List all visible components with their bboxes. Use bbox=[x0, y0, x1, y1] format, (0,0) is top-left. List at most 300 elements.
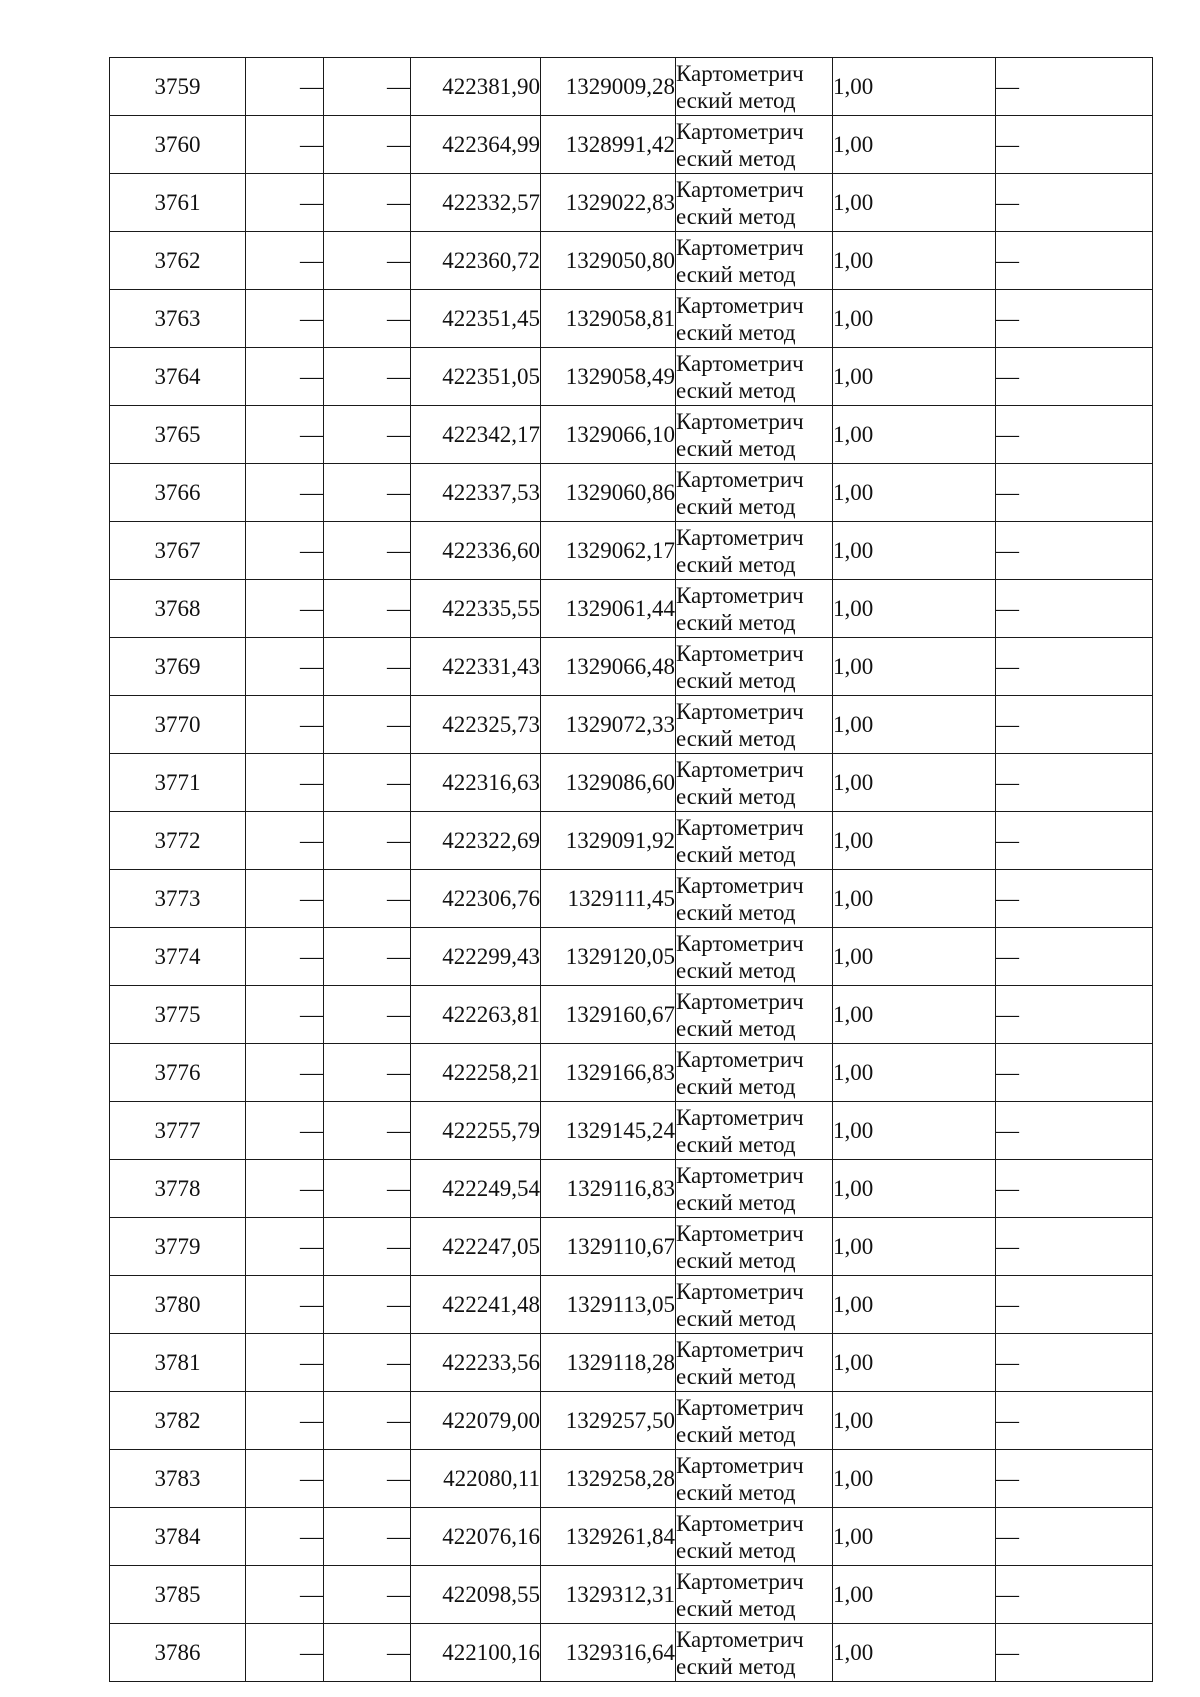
method-line-2: еский метод bbox=[676, 783, 796, 809]
method-line-2: еский метод bbox=[676, 725, 796, 751]
accuracy-cell: 1,00 bbox=[833, 696, 996, 754]
description-cell: — bbox=[996, 580, 1153, 638]
method-line-2: еский метод bbox=[676, 1363, 796, 1389]
x-coordinate-cell: 422100,16 bbox=[411, 1624, 541, 1682]
method-cell bbox=[676, 928, 833, 986]
method-line-2: еский метод bbox=[676, 1073, 796, 1099]
method-cell bbox=[676, 116, 833, 174]
method-line-1: Картометрич bbox=[676, 292, 804, 318]
method-line-2: еский метод bbox=[676, 1421, 796, 1447]
method-line-2: еский метод bbox=[676, 957, 796, 983]
method-line-1: Картометрич bbox=[676, 640, 804, 666]
empty-dash-cell-1: — bbox=[246, 464, 324, 522]
empty-dash-cell-1: — bbox=[246, 870, 324, 928]
empty-dash-cell-1: — bbox=[246, 1508, 324, 1566]
y-coordinate-cell: 1329066,48 bbox=[541, 638, 676, 696]
description-cell: — bbox=[996, 812, 1153, 870]
accuracy-cell: 1,00 bbox=[833, 1450, 996, 1508]
y-coordinate-cell: 1329050,80 bbox=[541, 232, 676, 290]
method-cell bbox=[676, 1334, 833, 1392]
x-coordinate-cell: 422255,79 bbox=[411, 1102, 541, 1160]
empty-dash-cell-2: — bbox=[324, 1450, 411, 1508]
empty-dash-cell-1: — bbox=[246, 174, 324, 232]
y-coordinate-cell: 1329062,17 bbox=[541, 522, 676, 580]
table-row bbox=[110, 1566, 1153, 1624]
x-coordinate-cell: 422331,43 bbox=[411, 638, 541, 696]
description-cell: — bbox=[996, 232, 1153, 290]
description-cell: — bbox=[996, 1624, 1153, 1682]
method-line-2: еский метод bbox=[676, 667, 796, 693]
description-cell: — bbox=[996, 1508, 1153, 1566]
empty-dash-cell-2: — bbox=[324, 812, 411, 870]
empty-dash-cell-2: — bbox=[324, 406, 411, 464]
point-number-cell: 3782 bbox=[110, 1392, 246, 1450]
table-row bbox=[110, 522, 1153, 580]
method-line-1: Картометрич bbox=[676, 930, 804, 956]
accuracy-cell: 1,00 bbox=[833, 348, 996, 406]
empty-dash-cell-1: — bbox=[246, 1334, 324, 1392]
accuracy-cell: 1,00 bbox=[833, 464, 996, 522]
empty-dash-cell-2: — bbox=[324, 1624, 411, 1682]
method-line-1: Картометрич bbox=[676, 1162, 804, 1188]
empty-dash-cell-1: — bbox=[246, 348, 324, 406]
method-line-1: Картометрич bbox=[676, 814, 804, 840]
method-line-2: еский метод bbox=[676, 609, 796, 635]
method-cell bbox=[676, 290, 833, 348]
empty-dash-cell-1: — bbox=[246, 58, 324, 116]
empty-dash-cell-2: — bbox=[324, 116, 411, 174]
description-cell: — bbox=[996, 464, 1153, 522]
method-line-2: еский метод bbox=[676, 1247, 796, 1273]
point-number-cell: 3768 bbox=[110, 580, 246, 638]
method-line-2: еский метод bbox=[676, 1131, 796, 1157]
method-cell bbox=[676, 232, 833, 290]
method-cell bbox=[676, 1392, 833, 1450]
point-number-cell: 3786 bbox=[110, 1624, 246, 1682]
x-coordinate-cell: 422335,55 bbox=[411, 580, 541, 638]
accuracy-cell: 1,00 bbox=[833, 58, 996, 116]
accuracy-cell: 1,00 bbox=[833, 1218, 996, 1276]
y-coordinate-cell: 1329166,83 bbox=[541, 1044, 676, 1102]
accuracy-cell: 1,00 bbox=[833, 870, 996, 928]
empty-dash-cell-1: — bbox=[246, 232, 324, 290]
empty-dash-cell-1: — bbox=[246, 696, 324, 754]
accuracy-cell: 1,00 bbox=[833, 1392, 996, 1450]
x-coordinate-cell: 422360,72 bbox=[411, 232, 541, 290]
y-coordinate-cell: 1329091,92 bbox=[541, 812, 676, 870]
method-cell bbox=[676, 1276, 833, 1334]
method-cell bbox=[676, 1218, 833, 1276]
y-coordinate-cell: 1329009,28 bbox=[541, 58, 676, 116]
empty-dash-cell-2: — bbox=[324, 638, 411, 696]
method-line-1: Картометрич bbox=[676, 1104, 804, 1130]
table-row bbox=[110, 1044, 1153, 1102]
method-line-2: еский метод bbox=[676, 841, 796, 867]
method-cell bbox=[676, 696, 833, 754]
table-row bbox=[110, 1334, 1153, 1392]
method-line-1: Картометрич bbox=[676, 1278, 804, 1304]
table-row bbox=[110, 1160, 1153, 1218]
method-line-2: еский метод bbox=[676, 899, 796, 925]
empty-dash-cell-1: — bbox=[246, 290, 324, 348]
point-number-cell: 3759 bbox=[110, 58, 246, 116]
table-row bbox=[110, 116, 1153, 174]
method-cell bbox=[676, 986, 833, 1044]
method-cell bbox=[676, 870, 833, 928]
method-cell bbox=[676, 754, 833, 812]
method-line-2: еский метод bbox=[676, 1595, 796, 1621]
method-cell bbox=[676, 58, 833, 116]
method-line-1: Картометрич bbox=[676, 1510, 804, 1536]
point-number-cell: 3785 bbox=[110, 1566, 246, 1624]
empty-dash-cell-1: — bbox=[246, 406, 324, 464]
method-line-2: еский метод bbox=[676, 261, 796, 287]
method-line-1: Картометрич bbox=[676, 118, 804, 144]
x-coordinate-cell: 422332,57 bbox=[411, 174, 541, 232]
empty-dash-cell-2: — bbox=[324, 1218, 411, 1276]
y-coordinate-cell: 1329120,05 bbox=[541, 928, 676, 986]
point-number-cell: 3784 bbox=[110, 1508, 246, 1566]
x-coordinate-cell: 422076,16 bbox=[411, 1508, 541, 1566]
empty-dash-cell-2: — bbox=[324, 986, 411, 1044]
description-cell: — bbox=[996, 116, 1153, 174]
empty-dash-cell-2: — bbox=[324, 348, 411, 406]
empty-dash-cell-1: — bbox=[246, 1044, 324, 1102]
table-row bbox=[110, 1276, 1153, 1334]
empty-dash-cell-1: — bbox=[246, 812, 324, 870]
empty-dash-cell-2: — bbox=[324, 522, 411, 580]
method-line-2: еский метод bbox=[676, 319, 796, 345]
method-cell bbox=[676, 1160, 833, 1218]
point-number-cell: 3783 bbox=[110, 1450, 246, 1508]
description-cell: — bbox=[996, 1450, 1153, 1508]
empty-dash-cell-2: — bbox=[324, 696, 411, 754]
description-cell: — bbox=[996, 696, 1153, 754]
method-cell bbox=[676, 522, 833, 580]
x-coordinate-cell: 422247,05 bbox=[411, 1218, 541, 1276]
empty-dash-cell-1: — bbox=[246, 580, 324, 638]
accuracy-cell: 1,00 bbox=[833, 1624, 996, 1682]
table-row bbox=[110, 174, 1153, 232]
x-coordinate-cell: 422325,73 bbox=[411, 696, 541, 754]
method-line-2: еский метод bbox=[676, 551, 796, 577]
method-line-1: Картометрич bbox=[676, 1046, 804, 1072]
method-line-1: Картометрич bbox=[676, 872, 804, 898]
y-coordinate-cell: 1329116,83 bbox=[541, 1160, 676, 1218]
accuracy-cell: 1,00 bbox=[833, 1044, 996, 1102]
method-line-1: Картометрич bbox=[676, 1626, 804, 1652]
method-line-2: еский метод bbox=[676, 1305, 796, 1331]
method-line-1: Картометрич bbox=[676, 1568, 804, 1594]
x-coordinate-cell: 422080,11 bbox=[411, 1450, 541, 1508]
point-number-cell: 3765 bbox=[110, 406, 246, 464]
accuracy-cell: 1,00 bbox=[833, 754, 996, 812]
x-coordinate-cell: 422351,05 bbox=[411, 348, 541, 406]
empty-dash-cell-2: — bbox=[324, 464, 411, 522]
y-coordinate-cell: 1329113,05 bbox=[541, 1276, 676, 1334]
empty-dash-cell-2: — bbox=[324, 1102, 411, 1160]
table-row bbox=[110, 812, 1153, 870]
table-row bbox=[110, 1624, 1153, 1682]
table-row bbox=[110, 1218, 1153, 1276]
empty-dash-cell-1: — bbox=[246, 116, 324, 174]
accuracy-cell: 1,00 bbox=[833, 1508, 996, 1566]
method-line-2: еский метод bbox=[676, 493, 796, 519]
empty-dash-cell-1: — bbox=[246, 754, 324, 812]
description-cell: — bbox=[996, 1102, 1153, 1160]
y-coordinate-cell: 1329022,83 bbox=[541, 174, 676, 232]
point-number-cell: 3776 bbox=[110, 1044, 246, 1102]
accuracy-cell: 1,00 bbox=[833, 1334, 996, 1392]
x-coordinate-cell: 422364,99 bbox=[411, 116, 541, 174]
method-line-2: еский метод bbox=[676, 1015, 796, 1041]
description-cell: — bbox=[996, 928, 1153, 986]
point-number-cell: 3763 bbox=[110, 290, 246, 348]
point-number-cell: 3772 bbox=[110, 812, 246, 870]
empty-dash-cell-2: — bbox=[324, 754, 411, 812]
description-cell: — bbox=[996, 1392, 1153, 1450]
x-coordinate-cell: 422337,53 bbox=[411, 464, 541, 522]
description-cell: — bbox=[996, 1218, 1153, 1276]
point-number-cell: 3774 bbox=[110, 928, 246, 986]
accuracy-cell: 1,00 bbox=[833, 1102, 996, 1160]
table-row bbox=[110, 1392, 1153, 1450]
point-number-cell: 3762 bbox=[110, 232, 246, 290]
empty-dash-cell-2: — bbox=[324, 232, 411, 290]
x-coordinate-cell: 422316,63 bbox=[411, 754, 541, 812]
point-number-cell: 3769 bbox=[110, 638, 246, 696]
empty-dash-cell-2: — bbox=[324, 580, 411, 638]
empty-dash-cell-2: — bbox=[324, 1334, 411, 1392]
empty-dash-cell-2: — bbox=[324, 174, 411, 232]
method-line-2: еский метод bbox=[676, 1189, 796, 1215]
method-cell bbox=[676, 812, 833, 870]
method-cell bbox=[676, 580, 833, 638]
x-coordinate-cell: 422079,00 bbox=[411, 1392, 541, 1450]
method-line-2: еский метод bbox=[676, 87, 796, 113]
description-cell: — bbox=[996, 406, 1153, 464]
x-coordinate-cell: 422381,90 bbox=[411, 58, 541, 116]
accuracy-cell: 1,00 bbox=[833, 812, 996, 870]
description-cell: — bbox=[996, 1334, 1153, 1392]
method-cell bbox=[676, 1450, 833, 1508]
y-coordinate-cell: 1329061,44 bbox=[541, 580, 676, 638]
method-cell bbox=[676, 174, 833, 232]
method-cell bbox=[676, 638, 833, 696]
method-line-1: Картометрич bbox=[676, 176, 804, 202]
method-cell bbox=[676, 1508, 833, 1566]
method-line-1: Картометрич bbox=[676, 524, 804, 550]
method-line-1: Картометрич bbox=[676, 1452, 804, 1478]
empty-dash-cell-1: — bbox=[246, 1218, 324, 1276]
point-number-cell: 3779 bbox=[110, 1218, 246, 1276]
table-row bbox=[110, 754, 1153, 812]
table-row bbox=[110, 232, 1153, 290]
x-coordinate-cell: 422258,21 bbox=[411, 1044, 541, 1102]
method-line-2: еский метод bbox=[676, 145, 796, 171]
accuracy-cell: 1,00 bbox=[833, 1276, 996, 1334]
y-coordinate-cell: 1329312,31 bbox=[541, 1566, 676, 1624]
empty-dash-cell-2: — bbox=[324, 290, 411, 348]
method-line-1: Картометрич bbox=[676, 582, 804, 608]
accuracy-cell: 1,00 bbox=[833, 1566, 996, 1624]
point-number-cell: 3778 bbox=[110, 1160, 246, 1218]
x-coordinate-cell: 422299,43 bbox=[411, 928, 541, 986]
y-coordinate-cell: 1328991,42 bbox=[541, 116, 676, 174]
empty-dash-cell-2: — bbox=[324, 1160, 411, 1218]
description-cell: — bbox=[996, 290, 1153, 348]
y-coordinate-cell: 1329072,33 bbox=[541, 696, 676, 754]
description-cell: — bbox=[996, 174, 1153, 232]
table-row bbox=[110, 348, 1153, 406]
empty-dash-cell-2: — bbox=[324, 1508, 411, 1566]
empty-dash-cell-1: — bbox=[246, 522, 324, 580]
empty-dash-cell-1: — bbox=[246, 1160, 324, 1218]
description-cell: — bbox=[996, 754, 1153, 812]
x-coordinate-cell: 422351,45 bbox=[411, 290, 541, 348]
table-row bbox=[110, 406, 1153, 464]
method-line-1: Картометрич bbox=[676, 756, 804, 782]
empty-dash-cell-1: — bbox=[246, 638, 324, 696]
empty-dash-cell-1: — bbox=[246, 1624, 324, 1682]
point-number-cell: 3767 bbox=[110, 522, 246, 580]
x-coordinate-cell: 422263,81 bbox=[411, 986, 541, 1044]
accuracy-cell: 1,00 bbox=[833, 638, 996, 696]
table-row bbox=[110, 580, 1153, 638]
y-coordinate-cell: 1329118,28 bbox=[541, 1334, 676, 1392]
table-body bbox=[110, 58, 1153, 1682]
table-row bbox=[110, 58, 1153, 116]
x-coordinate-cell: 422241,48 bbox=[411, 1276, 541, 1334]
description-cell: — bbox=[996, 1566, 1153, 1624]
x-coordinate-cell: 422336,60 bbox=[411, 522, 541, 580]
accuracy-cell: 1,00 bbox=[833, 928, 996, 986]
description-cell: — bbox=[996, 1276, 1153, 1334]
y-coordinate-cell: 1329060,86 bbox=[541, 464, 676, 522]
table-row bbox=[110, 696, 1153, 754]
empty-dash-cell-1: — bbox=[246, 1450, 324, 1508]
x-coordinate-cell: 422342,17 bbox=[411, 406, 541, 464]
empty-dash-cell-2: — bbox=[324, 1392, 411, 1450]
method-line-1: Картометрич bbox=[676, 408, 804, 434]
table-row bbox=[110, 464, 1153, 522]
accuracy-cell: 1,00 bbox=[833, 406, 996, 464]
point-number-cell: 3770 bbox=[110, 696, 246, 754]
empty-dash-cell-2: — bbox=[324, 928, 411, 986]
method-line-1: Картометрич bbox=[676, 234, 804, 260]
table-row bbox=[110, 1508, 1153, 1566]
method-line-2: еский метод bbox=[676, 1653, 796, 1679]
empty-dash-cell-1: — bbox=[246, 1276, 324, 1334]
y-coordinate-cell: 1329145,24 bbox=[541, 1102, 676, 1160]
point-number-cell: 3761 bbox=[110, 174, 246, 232]
y-coordinate-cell: 1329058,49 bbox=[541, 348, 676, 406]
accuracy-cell: 1,00 bbox=[833, 116, 996, 174]
y-coordinate-cell: 1329111,45 bbox=[541, 870, 676, 928]
method-line-1: Картометрич bbox=[676, 1336, 804, 1362]
table-row bbox=[110, 290, 1153, 348]
y-coordinate-cell: 1329058,81 bbox=[541, 290, 676, 348]
y-coordinate-cell: 1329066,10 bbox=[541, 406, 676, 464]
y-coordinate-cell: 1329261,84 bbox=[541, 1508, 676, 1566]
table-row bbox=[110, 1450, 1153, 1508]
y-coordinate-cell: 1329110,67 bbox=[541, 1218, 676, 1276]
coordinates-table bbox=[109, 57, 1153, 1682]
accuracy-cell: 1,00 bbox=[833, 1160, 996, 1218]
point-number-cell: 3777 bbox=[110, 1102, 246, 1160]
method-cell bbox=[676, 1624, 833, 1682]
y-coordinate-cell: 1329160,67 bbox=[541, 986, 676, 1044]
point-number-cell: 3771 bbox=[110, 754, 246, 812]
y-coordinate-cell: 1329258,28 bbox=[541, 1450, 676, 1508]
method-cell bbox=[676, 348, 833, 406]
method-line-2: еский метод bbox=[676, 435, 796, 461]
accuracy-cell: 1,00 bbox=[833, 522, 996, 580]
method-line-1: Картометрич bbox=[676, 1220, 804, 1246]
description-cell: — bbox=[996, 1044, 1153, 1102]
method-line-1: Картометрич bbox=[676, 60, 804, 86]
point-number-cell: 3764 bbox=[110, 348, 246, 406]
empty-dash-cell-1: — bbox=[246, 986, 324, 1044]
description-cell: — bbox=[996, 1160, 1153, 1218]
empty-dash-cell-2: — bbox=[324, 1276, 411, 1334]
method-line-1: Картометрич bbox=[676, 1394, 804, 1420]
empty-dash-cell-2: — bbox=[324, 870, 411, 928]
description-cell: — bbox=[996, 348, 1153, 406]
empty-dash-cell-1: — bbox=[246, 1392, 324, 1450]
empty-dash-cell-1: — bbox=[246, 1102, 324, 1160]
y-coordinate-cell: 1329086,60 bbox=[541, 754, 676, 812]
table-row bbox=[110, 638, 1153, 696]
table-row bbox=[110, 928, 1153, 986]
empty-dash-cell-2: — bbox=[324, 1566, 411, 1624]
method-line-1: Картометрич bbox=[676, 698, 804, 724]
x-coordinate-cell: 422233,56 bbox=[411, 1334, 541, 1392]
method-cell bbox=[676, 464, 833, 522]
empty-dash-cell-2: — bbox=[324, 1044, 411, 1102]
method-line-1: Картометрич bbox=[676, 988, 804, 1014]
empty-dash-cell-1: — bbox=[246, 1566, 324, 1624]
x-coordinate-cell: 422322,69 bbox=[411, 812, 541, 870]
method-cell bbox=[676, 406, 833, 464]
table-row bbox=[110, 870, 1153, 928]
method-line-2: еский метод bbox=[676, 1537, 796, 1563]
point-number-cell: 3766 bbox=[110, 464, 246, 522]
point-number-cell: 3775 bbox=[110, 986, 246, 1044]
description-cell: — bbox=[996, 638, 1153, 696]
table-row bbox=[110, 986, 1153, 1044]
method-cell bbox=[676, 1102, 833, 1160]
x-coordinate-cell: 422249,54 bbox=[411, 1160, 541, 1218]
method-line-2: еский метод bbox=[676, 1479, 796, 1505]
description-cell: — bbox=[996, 870, 1153, 928]
point-number-cell: 3781 bbox=[110, 1334, 246, 1392]
description-cell: — bbox=[996, 986, 1153, 1044]
point-number-cell: 3760 bbox=[110, 116, 246, 174]
empty-dash-cell-2: — bbox=[324, 58, 411, 116]
table-row bbox=[110, 1102, 1153, 1160]
method-cell bbox=[676, 1044, 833, 1102]
y-coordinate-cell: 1329257,50 bbox=[541, 1392, 676, 1450]
accuracy-cell: 1,00 bbox=[833, 174, 996, 232]
accuracy-cell: 1,00 bbox=[833, 290, 996, 348]
point-number-cell: 3780 bbox=[110, 1276, 246, 1334]
x-coordinate-cell: 422306,76 bbox=[411, 870, 541, 928]
description-cell: — bbox=[996, 522, 1153, 580]
accuracy-cell: 1,00 bbox=[833, 232, 996, 290]
description-cell: — bbox=[996, 58, 1153, 116]
method-line-1: Картометрич bbox=[676, 466, 804, 492]
